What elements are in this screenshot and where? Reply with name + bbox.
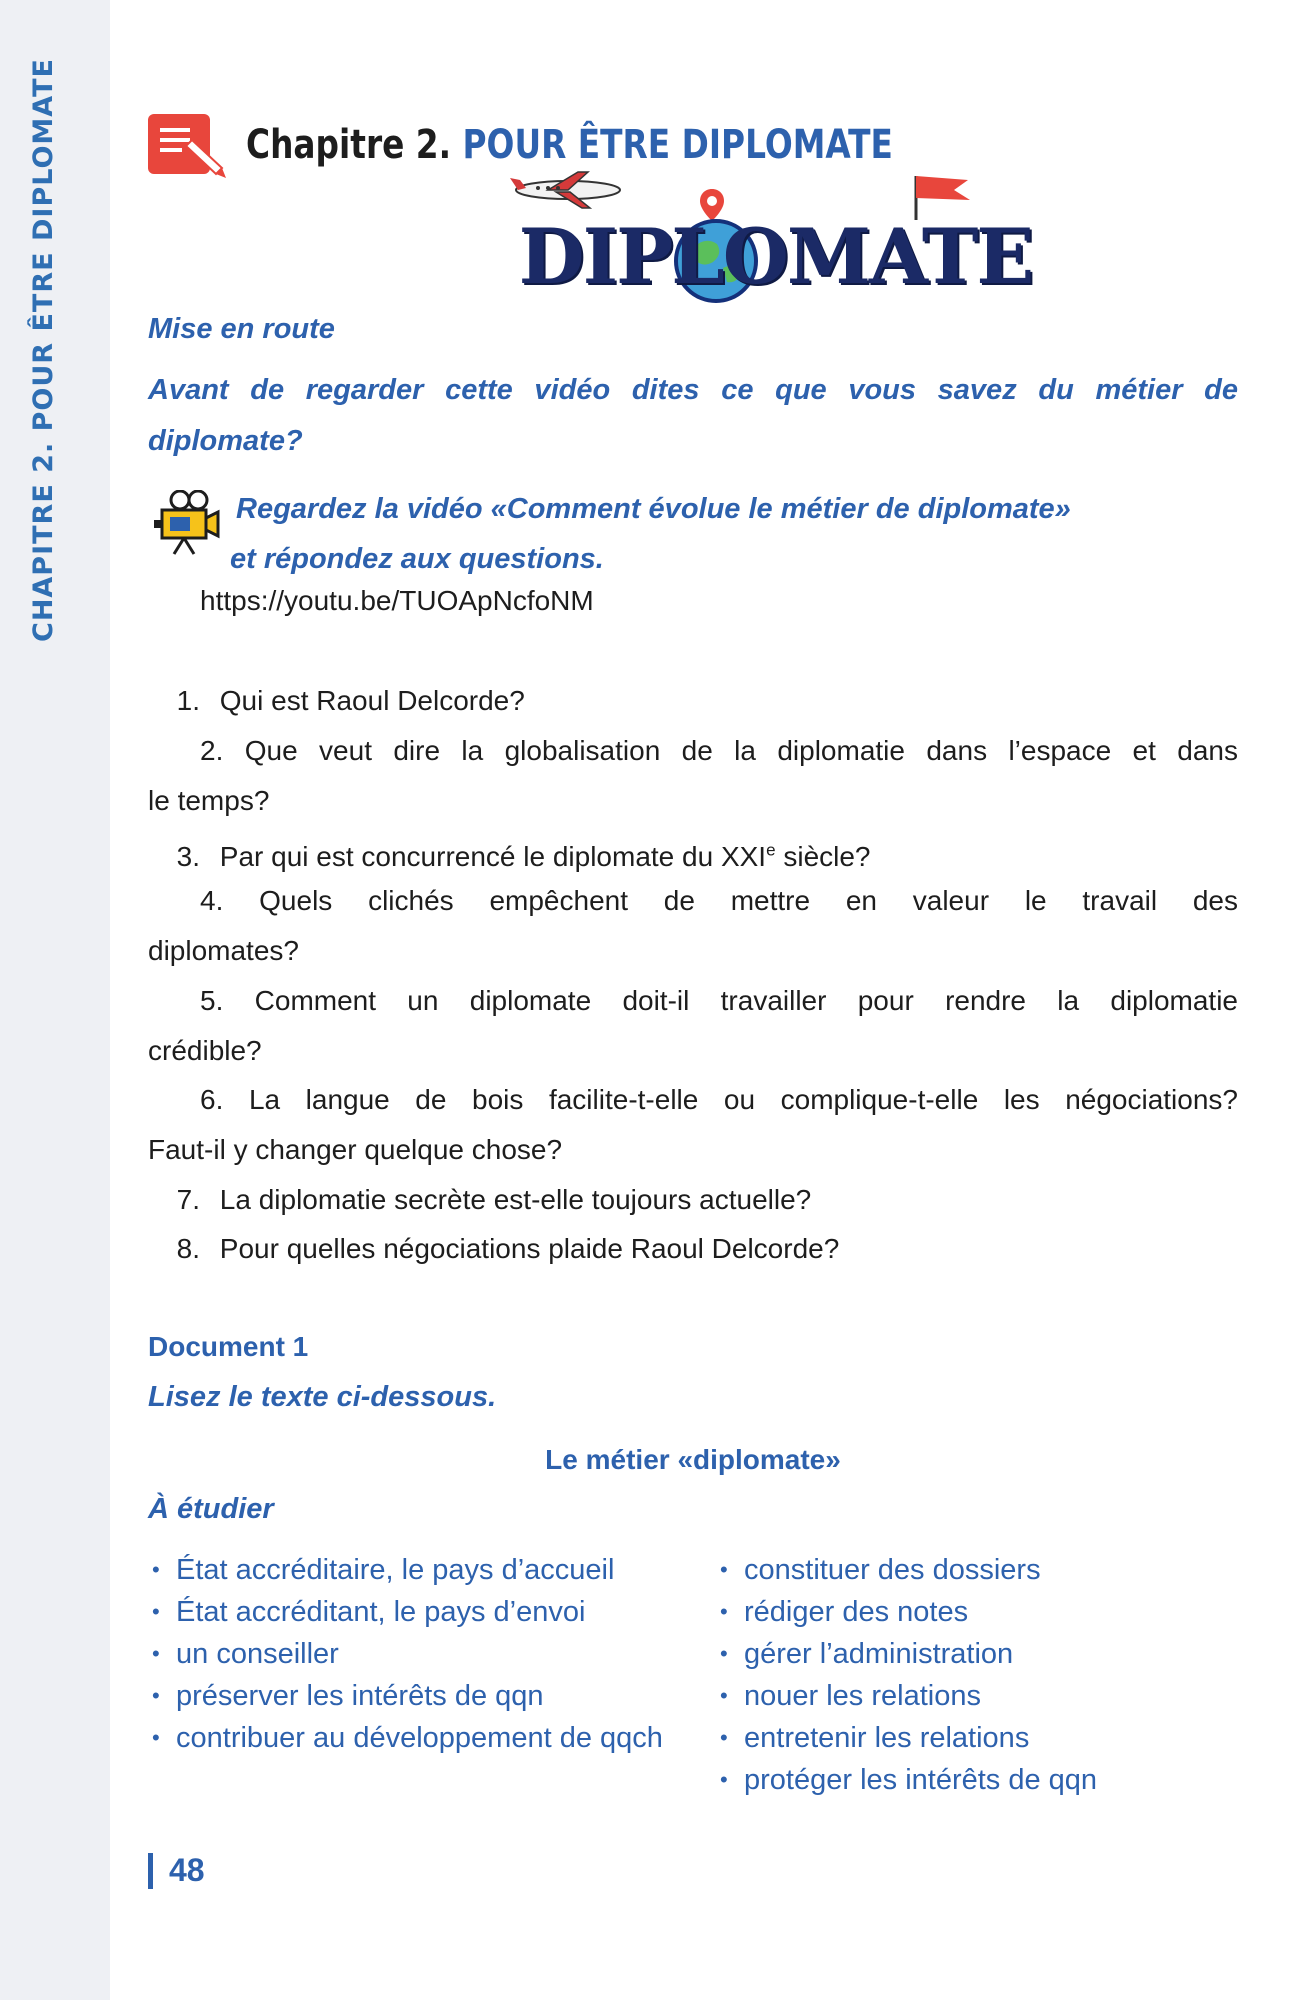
chapter-name: POUR ÊTRE DIPLOMATE (462, 122, 893, 168)
list-item: • protéger les intérêts de qqn (716, 1759, 1216, 1801)
list-item: • gérer l’administration (716, 1633, 1216, 1675)
warmup-prompt-line2: diplomate? (148, 425, 303, 457)
question-text: Qui est Raoul Delcorde? (219, 685, 525, 716)
chapter-label: Chapitre 2. (246, 122, 452, 168)
list-item: • entretenir les relations (716, 1717, 1216, 1759)
diplomate-logo (473, 170, 1078, 301)
question-7 (148, 1183, 1238, 1217)
question-number: 5. (200, 985, 224, 1016)
question-text-continued: crédible? (148, 1035, 262, 1066)
question-2 (148, 734, 1238, 818)
question-text-continued: Faut-il y changer quelque chose? (148, 1134, 563, 1165)
question-text-continued: le temps? (148, 785, 270, 816)
study-heading: À étudier (148, 1493, 274, 1525)
list-item: • État accréditaire, le pays d’accueil (148, 1549, 688, 1591)
study-list-right (716, 1549, 1216, 1801)
list-item: • contribuer au développement de qqch (148, 1717, 688, 1759)
video-link[interactable]: https://youtu.be/TUOApNcfoNM (200, 585, 594, 616)
warmup-prompt-line1: Avant de regarder cette vidéo dites ce que vous savez du métier de (148, 374, 1238, 406)
list-item: • État accréditant, le pays d’envoi (148, 1591, 688, 1633)
page-number-rule (148, 1853, 153, 1889)
question-number: 4. (200, 885, 224, 916)
question-1 (148, 684, 1238, 718)
video-instruction-line2: et répondez aux questions. (230, 543, 604, 575)
text-title: Le métier «diplomate» (545, 1444, 841, 1475)
chapter-sidebar (0, 0, 110, 2000)
question-3 (148, 834, 1238, 874)
list-item: • nouer les relations (716, 1675, 1216, 1717)
warmup-heading: Mise en route (148, 313, 335, 345)
list-item: • rédiger des notes (716, 1591, 1216, 1633)
video-camera-icon (152, 490, 222, 556)
notebook-pen-icon (148, 110, 230, 180)
question-text-continued: diplomates? (148, 935, 299, 966)
question-text: Quels clichés empêchent de mettre en valeur le travail des (259, 885, 1239, 916)
logo-word: DIPLOMATE (518, 212, 1033, 301)
question-number: 6. (200, 1084, 224, 1115)
question-5 (148, 984, 1238, 1068)
study-list-left (148, 1549, 688, 1759)
question-4 (148, 884, 1238, 968)
question-text: La diplomatie secrète est-elle toujours actuelle? (219, 1184, 812, 1215)
question-text: Que veut dire la globalisation de la diplomatie dans l’espace et dans (244, 735, 1239, 766)
question-text: Comment un diplomate doit-il travailler pour rendre la diplomatie (254, 985, 1239, 1016)
list-item: • préserver les intérêts de qqn (148, 1675, 688, 1717)
question-text: La langue de bois facilite-t-elle ou complique-t-elle les négociations? (248, 1084, 1238, 1115)
question-8 (148, 1232, 1238, 1266)
document-title: Document 1 (148, 1331, 309, 1362)
question-number: 3. (176, 841, 200, 873)
question-number: 7. (176, 1184, 200, 1215)
question-text: Pour quelles négociations plaide Raoul Delcorde? (219, 1233, 840, 1264)
question-number: 8. (176, 1233, 200, 1264)
question-number: 2. (200, 735, 224, 766)
airplane-icon (508, 170, 628, 210)
page-number (148, 1852, 205, 1889)
question-6 (148, 1083, 1238, 1167)
page-number-value: 48 (169, 1852, 205, 1888)
list-item: • constituer des dossiers (716, 1549, 1216, 1591)
video-instruction-line1: Regardez la vidéo «Comment évolue le métier de diplomate» (236, 493, 1071, 525)
running-head: CHAPITRE 2. POUR ÊTRE DIPLOMATE (28, 58, 59, 642)
question-number: 1. (176, 685, 200, 716)
document-instruction: Lisez le texte ci-dessous. (148, 1381, 497, 1413)
list-item: • un conseiller (148, 1633, 688, 1675)
chapter-title (246, 122, 893, 168)
question-text: Par qui est concurrencé le diplomate du XXIe siècle? (219, 841, 871, 873)
